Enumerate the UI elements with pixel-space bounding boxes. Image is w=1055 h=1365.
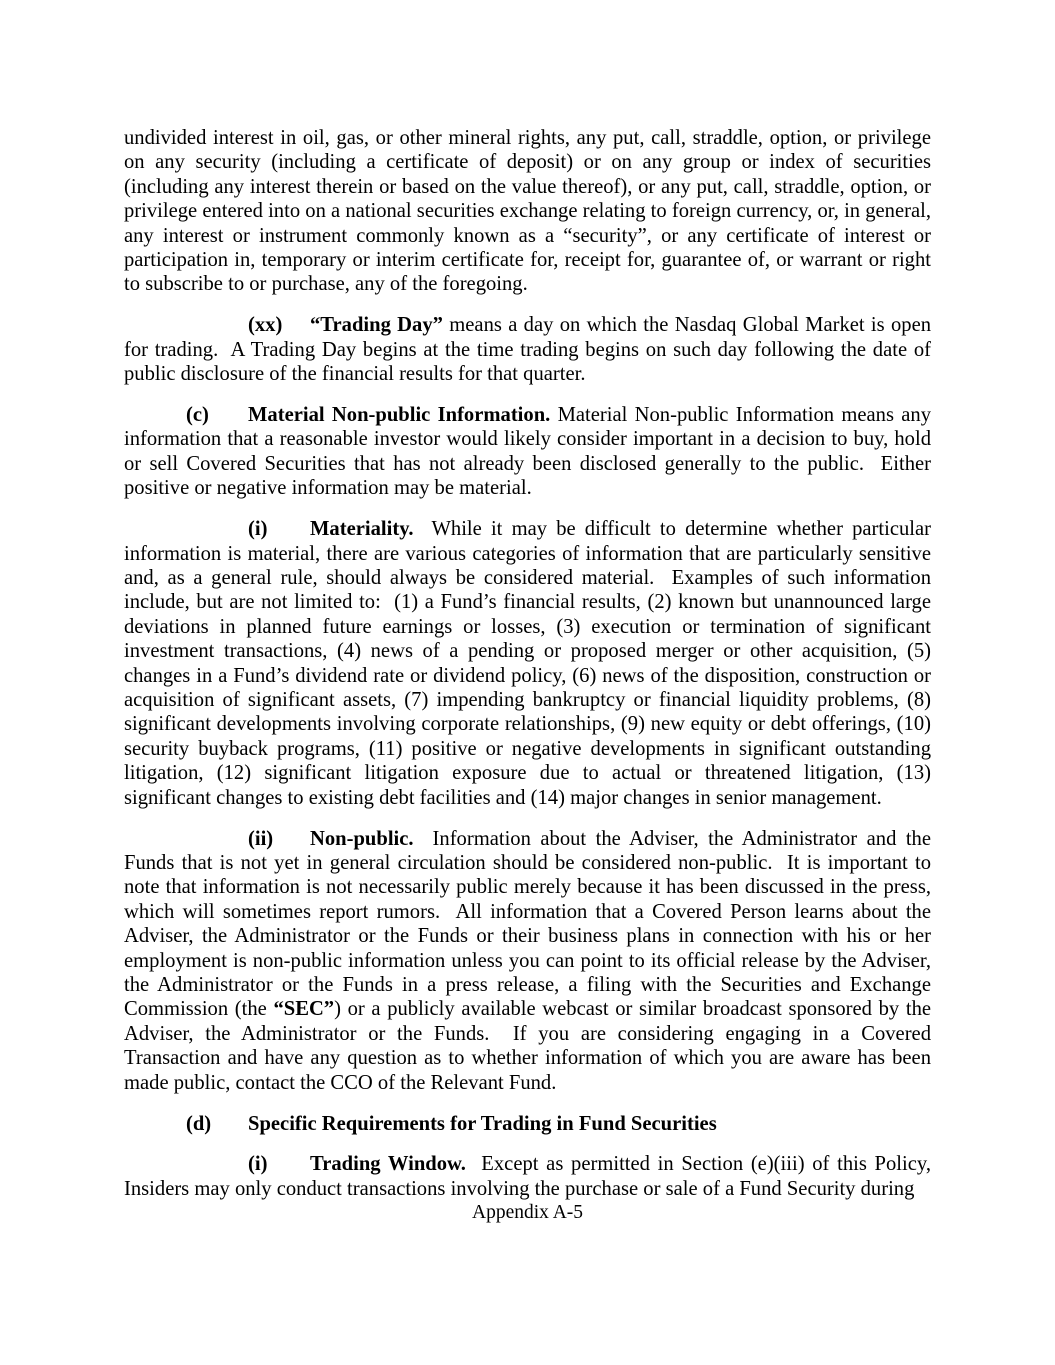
paragraph-text: undivided interest in oil, gas, or other mineral rights, any put, call, straddle, option, or privilege on any security (including a certificate of deposit) or on any group or index of securities (including any interest therein or based on the value thereof), or any put, call, straddle, option, or privilege entered into on a national securities exchange relating to foreign currency, or, in general, any interest or instrument commonly known as a “security”, or any certificate of interest or participation in, temporary or interim certificate for, receipt for, guarantee of, or warrant or right to subscribe to or purchase, any of the foregoing. [124, 127, 937, 296]
paragraph-trading-window [124, 1152, 937, 1201]
item-label: (ii) [248, 827, 274, 850]
paragraph-text-after-sec: ) or a publicly available webcast or similar broadcast sponsored by the Adviser, the Administrator or the Funds. If you are considering engaging in a Covered Transaction and have any question as to whether information of which you are aware has been made public, contact the CCO of the Relevant Fund. [124, 998, 937, 1094]
paragraph-nonpublic [124, 827, 937, 1095]
sec-defined-term: “SEC” [273, 998, 335, 1021]
page-footer: Appendix A-5 [471, 1202, 584, 1224]
item-label: (i) [248, 518, 268, 541]
paragraph-trading-day-definition [124, 313, 937, 386]
paragraph-text: While it may be difficult to determine whether particular information is material, there are various categories of information that are particularly sensitive and, as a general rule, should always be considered material. Examples of such information include, but are not limited to: (1) a Fund’s financial results, (2) known but unannounced large deviations in planned future earnings or losses, (3) execution or termination of significant investment transactions, (4) news of a pending or proposed merger or other acquisition, (5) changes in a Fund’s dividend rate or dividend policy, (6) news of the disposition, construction or acquisition of significant assets, (7) impending bankruptcy or financial liquidity problems, (8) significant developments involving corporate relationships, (9) new equity or debt offerings, (10) security buyback programs, (11) positive or negative developments in significant outstanding litigation, (12) significant litigation exposure due to actual or threatened litigation, (13) significant changes to existing debt facilities and (14) major changes in senior management. [124, 518, 937, 809]
paragraph-specific-requirements-heading [124, 1112, 931, 1136]
paragraph-text-before-sec: Information about the Adviser, the Administrator and the Funds that is not yet in general circulation should be considered non-public. It is important to note that information is not necessarily public merely because it has been discussed in the press, which will sometimes report rumors. All information that a Covered Person learns about the Adviser, the Administrator or the Funds or their business plans in connection with his or her employment is non-public information unless you can point to its official release by the Adviser, the Administrator or the Funds in a press release, a filing with the Securities and Exchange Commission (the [124, 827, 937, 1021]
paragraph-text: Material Non-public Information means any information that a reasonable investor would likely consider important in a decision to buy, hold or sell Covered Securities that has not already been disclosed generally to the public. Either positive or negative information may be material. [124, 404, 937, 500]
paragraph-materiality [124, 517, 937, 810]
paragraph-text: Except as permitted in Section (e)(iii) of this Policy, Insiders may only conduct transactions involving the purchase or sale of a Fund Security during [124, 1153, 937, 1200]
defined-term: “Trading Day” [310, 314, 443, 337]
paragraph-security-definition-continuation [124, 126, 937, 297]
section-label: (d) [186, 1112, 212, 1135]
section-title: Specific Requirements for Trading in Fund Securities [248, 1112, 717, 1135]
item-title: Materiality. [310, 518, 414, 541]
paragraph-text: means a day on which the Nasdaq Global Market is open for trading. A Trading Day begins at the time trading begins on such day following the date of public disclosure of the financial results for that quarter. [124, 314, 937, 386]
paragraph-material-nonpublic-information [124, 403, 937, 501]
item-label: (i) [248, 1153, 268, 1176]
section-label: (c) [186, 404, 209, 427]
section-title: Material Non-public Information. [248, 404, 551, 427]
item-label: (xx) [248, 314, 283, 337]
item-title: Non-public. [310, 827, 414, 850]
item-title: Trading Window. [310, 1153, 466, 1176]
